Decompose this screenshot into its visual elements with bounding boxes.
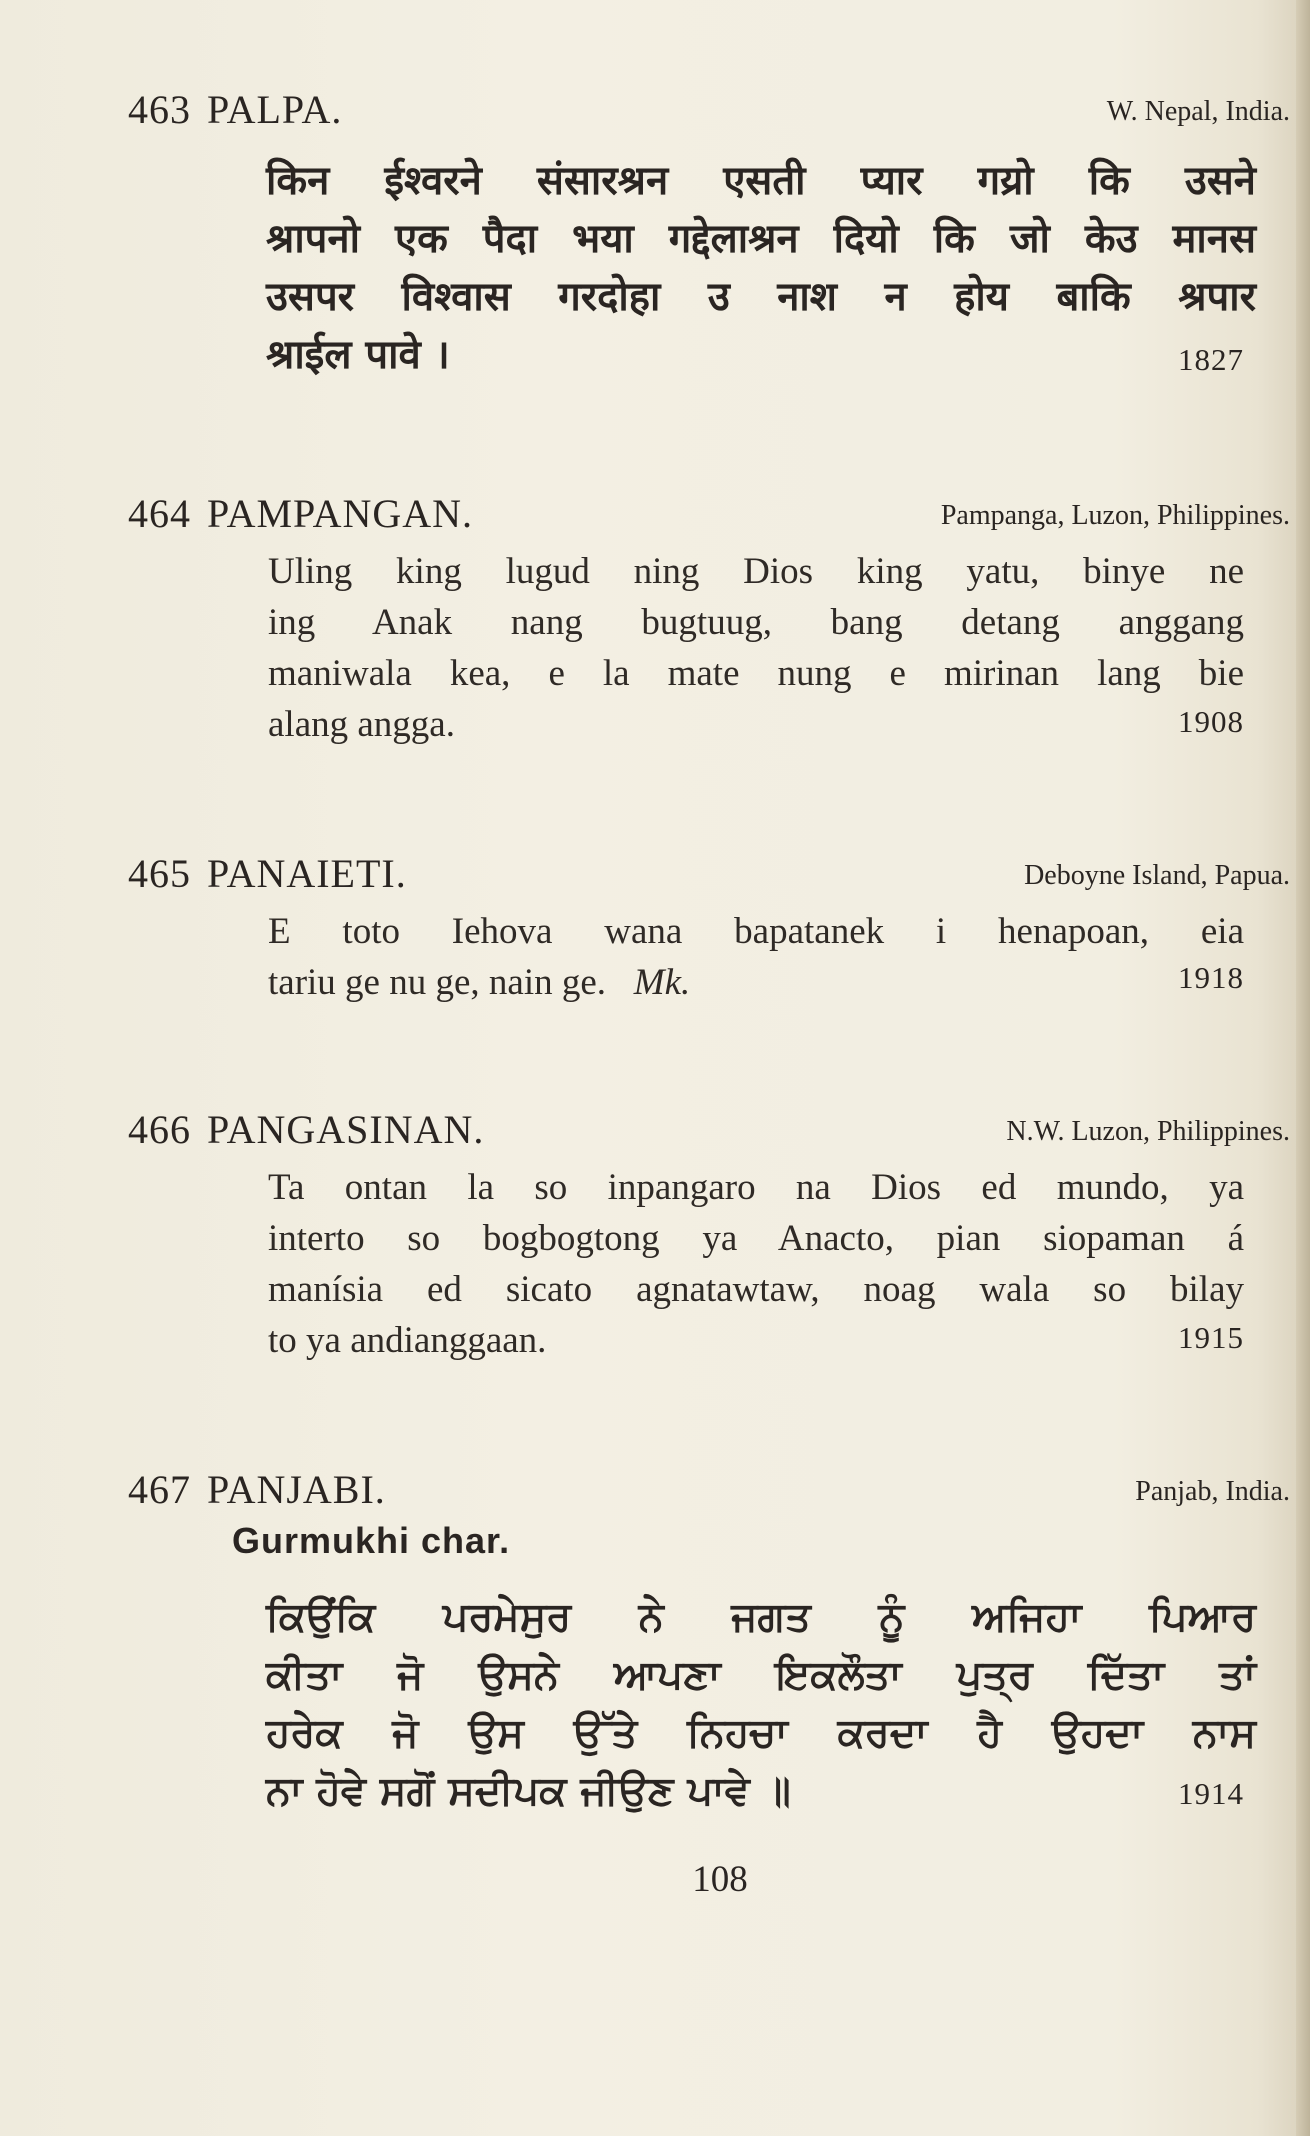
- verse-line: उसपर विश्वास गरदोहा उ नाश न होय बाकि श्रपार: [266, 274, 1256, 320]
- verse-line: ਕੀਤਾ ਜੋ ਉਸਨੇ ਆਪਣਾ ਇਕਲੌਤਾ ਪੁਤ੍ਰ ਦਿੱਤਾ ਤਾਂ: [266, 1652, 1256, 1698]
- verse-line: manísia ed sicato agnatawtaw, noag wala so bilay: [268, 1269, 1244, 1310]
- page-edge: [1296, 0, 1310, 2136]
- year: 1827: [1178, 342, 1244, 377]
- entry-number: 464: [128, 491, 191, 536]
- entry-title: [128, 1466, 386, 1513]
- book-abbreviation: Mk.: [633, 962, 691, 1003]
- entry-heading: [128, 490, 1290, 540]
- entry-title: [128, 490, 473, 537]
- verse-text: [268, 546, 1244, 750]
- verse-line: श्रापनो एक पैदा भया गद्देलाश्रन दियो कि जो केउ मानस: [266, 216, 1256, 262]
- entry-heading: [128, 86, 1290, 136]
- verse-line: ਨਾ ਹੋਵੇ ਸਗੋਂ ਸਦੀਪਕ ਜੀਉਣ ਪਾਵੇ ॥: [266, 1768, 791, 1814]
- verse-line: [268, 957, 1244, 1008]
- language-name: PANJABI.: [207, 1467, 386, 1512]
- language-name: PANGASINAN.: [207, 1107, 485, 1152]
- verse-line: Uling king lugud ning Dios king yatu, binye ne: [268, 551, 1244, 592]
- region: Panjab, India.: [1135, 1476, 1290, 1507]
- verse-line-text: tariu ge nu ge, nain ge.: [268, 962, 607, 1003]
- verse-text: [268, 1162, 1244, 1366]
- entry-title: [128, 1106, 484, 1153]
- region: Pampanga, Luzon, Philippines.: [940, 500, 1290, 531]
- entry-number: 466: [128, 1107, 191, 1152]
- region: Deboyne Island, Papua.: [1024, 860, 1290, 891]
- verse-line: E toto Iehova wana bapatanek i henapoan, eia: [268, 911, 1244, 952]
- year: 1918: [1178, 960, 1244, 995]
- region: N.W. Luzon, Philippines.: [1006, 1116, 1290, 1147]
- verse-line: Ta ontan la so inpangaro na Dios ed mundo, ya: [268, 1167, 1244, 1208]
- verse-text: [268, 906, 1244, 1008]
- verse-line: किन ईश्वरने संसारश्रन एसती प्यार गय्रो कि उसने: [266, 158, 1256, 204]
- verse-line: ਕਿਉਂਕਿ ਪਰਮੇਸੁਰ ਨੇ ਜਗਤ ਨੂੰ ਅਜਿਹਾ ਪਿਆਰ: [266, 1594, 1256, 1640]
- script-subtitle: Gurmukhi char.: [232, 1520, 511, 1561]
- entry-title: [128, 850, 407, 897]
- entry-heading: [128, 1106, 1290, 1156]
- entry-number: 467: [128, 1467, 191, 1512]
- verse-line: श्राईल पावे ।: [266, 332, 450, 378]
- year: 1914: [1178, 1776, 1244, 1811]
- verse-line: ਹਰੇਕ ਜੋ ਉਸ ਉੱਤੇ ਨਿਹਚਾ ਕਰਦਾ ਹੈ ਉਹਦਾ ਨਾਸ: [266, 1710, 1256, 1756]
- entry-heading: [128, 1466, 1290, 1516]
- page-number: 108: [692, 1859, 748, 1900]
- language-name: PALPA.: [207, 87, 343, 132]
- year: 1908: [1178, 704, 1244, 739]
- year: 1915: [1178, 1320, 1244, 1355]
- verse-text: [266, 152, 1256, 384]
- verse-line: alang angga.: [268, 704, 455, 745]
- verse-text: [266, 1588, 1256, 1820]
- language-name: PANAIETI.: [207, 851, 407, 896]
- language-name: PAMPANGAN.: [207, 491, 474, 536]
- entry-heading: [128, 850, 1290, 900]
- verse-line: ing Anak nang bugtuug, bang detang anggang: [268, 602, 1244, 643]
- entry-number: 463: [128, 87, 191, 132]
- verse-line: interto so bogbogtong ya Anacto, pian siopaman á: [268, 1218, 1244, 1259]
- entry-number: 465: [128, 851, 191, 896]
- region: W. Nepal, India.: [1106, 96, 1290, 127]
- entry-title: [128, 86, 342, 133]
- verse-line: to ya andianggaan.: [268, 1320, 547, 1361]
- verse-line: maniwala kea, e la mate nung e mirinan lang bie: [268, 653, 1244, 694]
